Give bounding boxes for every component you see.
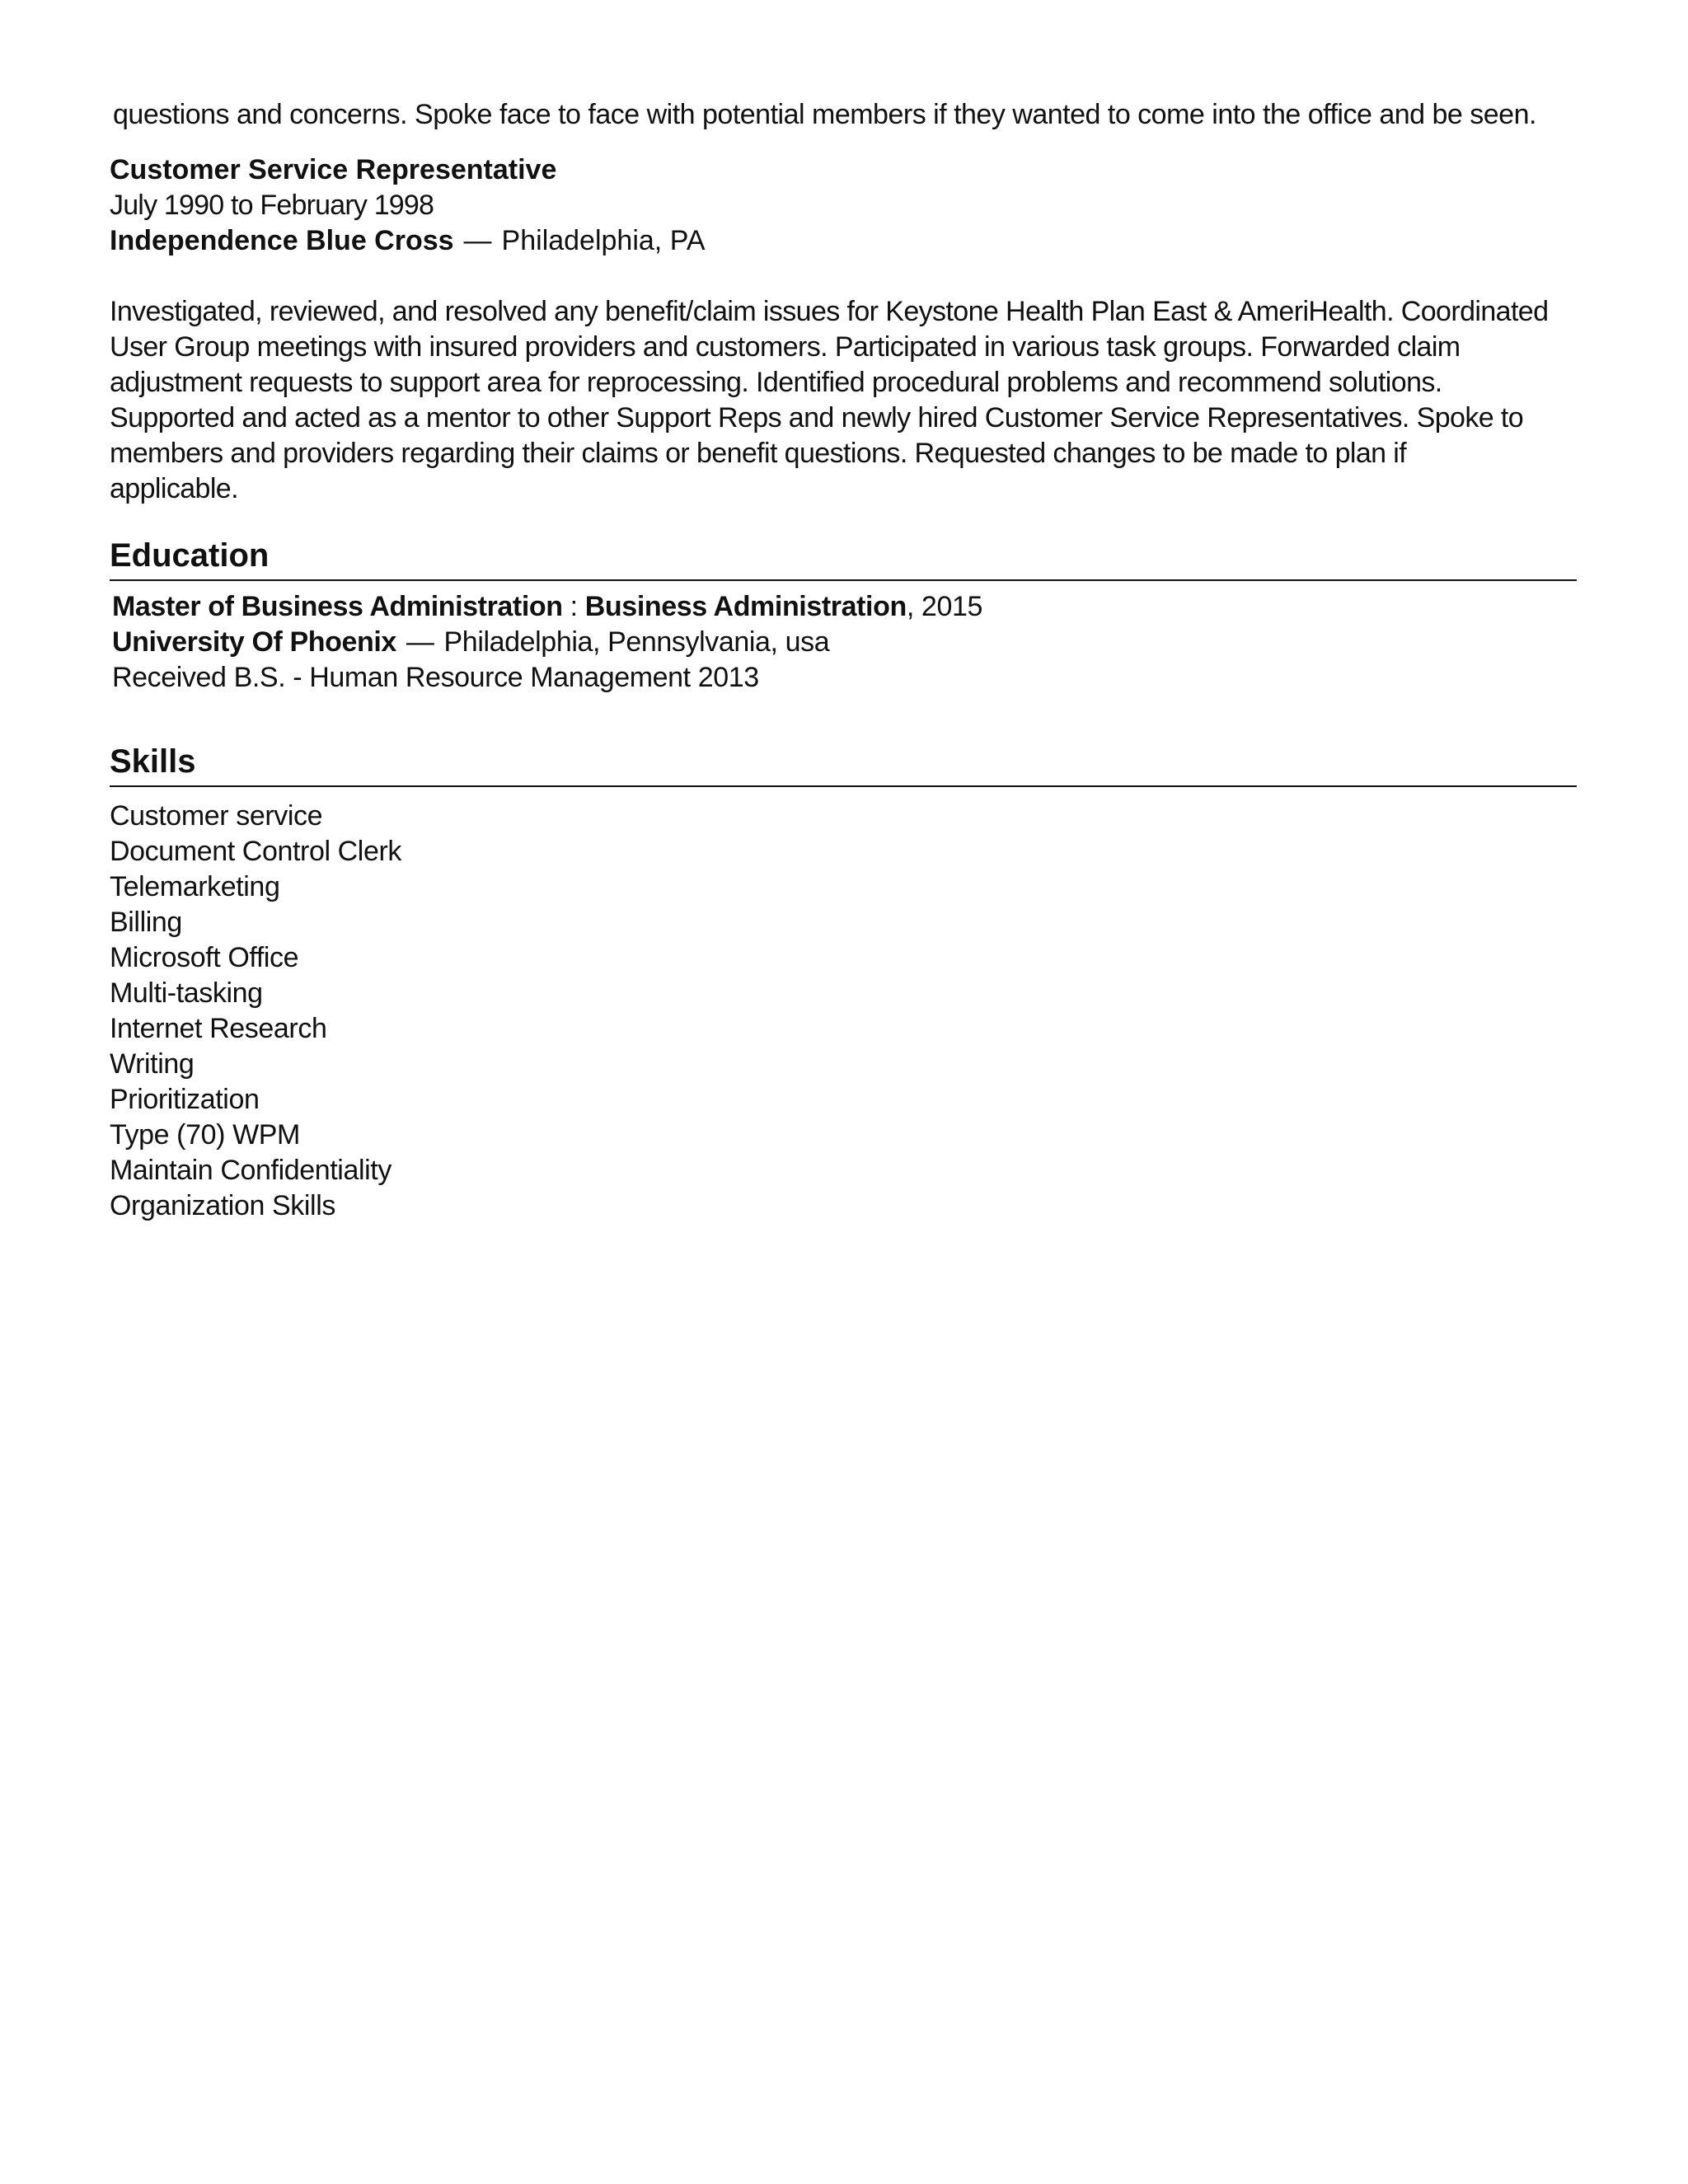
skill-item: Prioritization	[110, 1084, 260, 1115]
employer-location: Philadelphia, PA	[501, 225, 706, 256]
employer-name: Independence Blue Cross	[110, 225, 454, 256]
school-location: Philadelphia, Pennsylvania, usa	[443, 626, 830, 658]
skill-item: Billing	[110, 907, 182, 938]
skill-item: Telemarketing	[110, 871, 280, 902]
skill-item: Microsoft Office	[110, 942, 299, 973]
education-entry	[110, 589, 1577, 696]
employer-separator: —	[463, 225, 492, 256]
experience-continuation-text: questions and concerns. Spoke face to face with potential members if they wanted to come into the office and be seen.	[113, 99, 1536, 130]
skill-item: Multi-tasking	[110, 977, 263, 1009]
job-description	[110, 294, 1577, 507]
job-dates: July 1990 to February 1998	[110, 190, 434, 221]
job-description-line: adjustment requests to support area for reprocessing. Identified procedural problems and recommend solutions.	[110, 367, 1442, 398]
skill-item: Customer service	[110, 800, 323, 832]
skill-item: Maintain Confidentiality	[110, 1155, 392, 1186]
skills-list	[110, 799, 1577, 1224]
job-employer-line	[110, 223, 1577, 259]
school-separator: —	[406, 626, 434, 658]
school-name: University Of Phoenix	[112, 626, 396, 658]
resume-page	[110, 97, 1577, 1224]
degree-line	[112, 589, 1577, 625]
skill-item: Organization Skills	[110, 1190, 335, 1221]
skill-item: Document Control Clerk	[110, 836, 401, 867]
education-note: Received B.S. - Human Resource Management 2013	[112, 662, 759, 693]
job-description-line: members and providers regarding their claims or benefit questions. Requested changes to be made to plan if	[110, 438, 1407, 469]
skill-item: Type (70) WPM	[110, 1119, 300, 1151]
education-heading: Education	[110, 535, 1577, 581]
degree-year: , 2015	[906, 591, 982, 622]
skill-item: Writing	[110, 1048, 195, 1080]
skills-heading: Skills	[110, 741, 1577, 787]
job-title: Customer Service Representative	[110, 154, 557, 185]
job-description-line: User Group meetings with insured providers and customers. Participated in various task groups. Forwarded claim	[110, 331, 1461, 363]
job-description-line: Supported and acted as a mentor to other Support Reps and newly hired Customer Service Representatives. Spoke to	[110, 402, 1524, 434]
job-description-line: applicable.	[110, 473, 238, 504]
skill-item: Internet Research	[110, 1013, 327, 1044]
job-description-line: Investigated, reviewed, and resolved any benefit/claim issues for Keystone Health Plan East & AmeriHealth. Coordinated	[110, 296, 1549, 327]
degree-name: Master of Business Administration	[112, 591, 563, 622]
degree-field: Business Administration	[584, 591, 907, 622]
degree-separator: :	[562, 591, 585, 622]
school-line	[112, 625, 1577, 660]
